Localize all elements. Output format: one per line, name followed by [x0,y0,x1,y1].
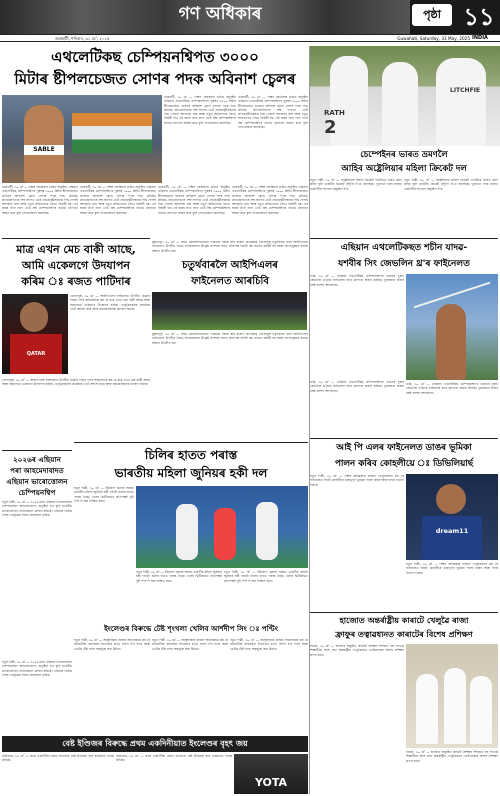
masthead-date-bar [0,34,500,42]
story11-headline-1: হাজোত অন্তৰ্ৰাষ্ট্ৰীয় কাৰাটে খেলুৱৈ ৰাজা [339,616,469,625]
story1-headline-2: মিটাৰ ষ্টীপলচেজত সোণৰ পদক অবিনাশ চ্বেলৰ [14,70,296,88]
story10-headline-2: পালন কৰিব কোহলীয়ে ঃ ডিভিলিয়াৰ্ছ [334,459,474,469]
player-3 [436,58,486,146]
story5-body-col2: নতুন দিল্লী, ৩০ মে' — ইউৰোপ ভ্ৰমণৰ সময়ত ভাৰতীয় মহিলা জুনিয়ৰ হকী দলটো চিলিৰ হাতত পৰাস্ত হৈছে। খেলৰ দ্বিতীয়াৰ্দ্ধত প্ৰতিপক্ষই দুটা গ'ল দি জয় নিশ্চিত কৰে। [136,570,222,583]
story5-body-col3: নতুন দিল্লী, ৩০ মে' — ইউৰোপ ভ্ৰমণৰ সময়ত ভাৰতীয় মহিলা জুনিয়ৰ হকী দলটো চিলিৰ হাতত পৰাস্ত হৈছে। খেলৰ দ্বিতীয়াৰ্দ্ধত প্ৰতিপক্ষই দুটা গ'ল দি জয় নিশ্চিত কৰে। [224,570,308,583]
masthead-edition: INDIA [472,35,488,41]
story1-body-col4: গুৱাহাটী, ৩০ মে' — দক্ষিণ কোৰিয়াৰ গুমিত অনুষ্ঠিত এছিয়ান এথলেটিকছ চেম্পিয়নশ্বিপৰ পুৰুষৰ ৩০০০ মিটাৰ ষ্টীপলচেজত ভাৰতৰ অবিনাশ চ্বেলে সোণৰ পদক লাভ কৰিছে। প্ৰতিযোগিতাৰ শেষ ল্যাপত তেওঁ প্ৰতিদ্বন্দ্বীসকলক পিছ পেলাই আগবাঢ়ি যায় আৰু নতুন অভিলেখৰ সৈতে বিজয়ী হয়। এই জয়ৰ লগে লগে তেওঁ বিশ্ব চেম্পিয়নশ্বিপৰ বাবেও যোগ্যতা অৰ্জন কৰে বুলি ফেডাৰেচনে জনাইছে। [80,185,156,215]
story10-headline-1: আই পি এলৰ ফাইনেলত ডাঙৰ ভূমিকা [336,443,472,453]
story1-body-col5: গুৱাহাটী, ৩০ মে' — দক্ষিণ কোৰিয়াৰ গুমিত অনুষ্ঠিত এছিয়ান এথলেটিকছ চেম্পিয়নশ্বিপৰ পুৰুষৰ ৩০০০ মিটাৰ ষ্টীপলচেজত ভাৰতৰ অবিনাশ চ্বেলে সোণৰ পদক লাভ কৰিছে। প্ৰতিযোগিতাৰ শেষ ল্যাপত তেওঁ প্ৰতিদ্বন্দ্বীসকলক পিছ পেলাই আগবাঢ়ি যায় আৰু নতুন অভিলেখৰ সৈতে বিজয়ী হয়। এই জয়ৰ লগে লগে তেওঁ বিশ্ব চেম্পিয়নশ্বিপৰ বাবেও যোগ্যতা অৰ্জন কৰে বুলি ফেডাৰেচনে জনাইছে। [158,185,230,215]
page-number: ১১ [463,3,495,31]
story2-headline-2: আমি একেলগে উদযাপন [22,259,130,272]
story3-body-2: নতুন দিল্লী, ৩০ মে' — ২০২৬ চনৰ এছিয়ান ভাৰোত্তোলন চেম্পিয়নশ্বিপ আহমেদাবাদত অনুষ্ঠিত হ'ব বুলি ভাৰতীয় ভাৰোত্তোলন ফেডাৰেচনে ঘোষণা কৰিছে। এছিয়াৰ বিভিন্ন দেশৰ খেলুৱৈয়ে ইয়াত অংশগ্ৰহণ কৰিব। [2,660,72,677]
story3-headline-3: এছিয়ান ভাৰোত্তোলন [6,477,68,486]
athlete-figure [24,105,64,183]
karate-1 [416,674,438,744]
hockey-player-3 [256,502,278,560]
story4-body-top: মুল্লানপুৰ, ৩০ মে' — প্ৰথম কোৱালিফায়াৰত পঞ্জাৱক পৰাস্ত কৰি ৰয়েল চেলেঞ্জাৰ্ছ বেংগালুৰু চতুৰ্থবাৰৰ বাবে আইপিএলৰ ফাইনেলত উপনীত হৈছে। বলাৰসকলৰ উৎকৃষ্ট প্ৰদৰ্শনৰ ফলত প্ৰতিপক্ষ দলটো কম ৰানতে আউট হয় আৰু বেংগালুৰুৱে সহজে লক্ষ্যত উপনীত হয়। [152,240,308,253]
story1-headline-1: এথলেটিকছ চেম্পিয়নশ্বিপত ৩০০০ [51,48,259,66]
rule-6 [310,612,498,613]
jersey-text-2: LITCHFIE [450,87,481,94]
story11-photo [406,644,498,748]
rule-3 [74,442,308,443]
story9-photo [406,274,498,380]
story7-body-col2: বাৰ্মিংহাম, ৩০ মে' — প্ৰথম একদিনীয়া মেচত ইংলেণ্ডে বেষ্ট ইণ্ডিজক বৃহৎ ব্যৱধানত পৰাস্ত কৰিছে। [116,754,232,763]
story2-headline-1: মাত্ৰ এখন মেচ বাকী আছে, [16,243,136,256]
story3-headline-1: ২০২৬ৰ এছিয়ান [13,455,61,464]
jersey-number: 2 [324,118,337,138]
karate-3 [470,676,492,744]
bib-text: SABLE [24,145,64,155]
story1-body-col6: গুৱাহাটী, ৩০ মে' — দক্ষিণ কোৰিয়াৰ গুমিত অনুষ্ঠিত এছিয়ান এথলেটিকছ চেম্পিয়নশ্বিপৰ পুৰুষৰ ৩০০০ মিটাৰ ষ্টীপলচেজত ভাৰতৰ অবিনাশ চ্বেলে সোণৰ পদক লাভ কৰিছে। প্ৰতিযোগিতাৰ শেষ ল্যাপত তেওঁ প্ৰতিদ্বন্দ্বীসকলক পিছ পেলাই আগবাঢ়ি যায় আৰু নতুন অভিলেখৰ সৈতে বিজয়ী হয়। এই জয়ৰ লগে লগে তেওঁ বিশ্ব চেম্পিয়নশ্বিপৰ বাবেও যোগ্যতা অৰ্জন কৰে বুলি ফেডাৰেচনে জনাইছে। [232,185,308,215]
player-head-2 [436,484,466,514]
story2-body-col1: বেংগালুৰু, ৩০ মে' — আইপিএলৰ ফাইনেলত উপনীত হোৱাৰ পিছত দলৰ অধিনায়কে কয় যে মাত্ৰ এখন মেচ বাকী আছে আৰু সকলোৱে একেলগে উদযাপন কৰিব। খেলুৱৈসকলৰ প্ৰচেষ্টাক তেওঁ প্ৰশংসা কৰে আৰু সমৰ্থকসকলক ধন্যবাদ জনায়। [70,294,150,311]
jersey-text-1: RATH [324,109,345,117]
rule-4 [310,238,498,239]
story2-photo [2,294,68,374]
story1-body-col2: গুৱাহাটী, ৩০ মে' — দক্ষিণ কোৰিয়াৰ গুমিত অনুষ্ঠিত এছিয়ান এথলেটিকছ চেম্পিয়নশ্বিপৰ পুৰুষৰ ৩০০০ মিটাৰ ষ্টীপলচেজত ভাৰতৰ অবিনাশ চ্বেলে সোণৰ পদক লাভ কৰিছে। প্ৰতিযোগিতাৰ শেষ ল্যাপত তেওঁ প্ৰতিদ্বন্দ্বীসকলক পিছ পেলাই আগবাঢ়ি যায় আৰু নতুন অভিলেখৰ সৈতে বিজয়ী হয়। এই জয়ৰ লগে লগে তেওঁ বিশ্ব চেম্পিয়নশ্বিপৰ বাবেও যোগ্যতা অৰ্জন কৰে বুলি ফেডাৰেচনে জনাইছে। [238,95,308,130]
masthead-title: গণ অধিকাৰ [178,4,262,24]
rule-1 [2,238,150,239]
story4-headline-1: চতুৰ্থবাৰলৈ আইপিএলৰ [182,260,278,271]
story2-body-col2: বেংগালুৰু, ৩০ মে' — আইপিএলৰ ফাইনেলত উপনীত হোৱাৰ পিছত দলৰ অধিনায়কে কয় যে মাত্ৰ এখন মেচ বাকী আছে আৰু সকলোৱে একেলগে উদযাপন কৰিব। খেলুৱৈসকলৰ প্ৰচেষ্টাক তেওঁ প্ৰশংসা কৰে আৰু সমৰ্থকসকলক ধন্যবাদ জনায়। [2,378,150,387]
story8-photo [310,46,500,146]
story7-body-col1: বাৰ্মিংহাম, ৩০ মে' — প্ৰথম একদিনীয়া মেচত ইংলেণ্ডে বেষ্ট ইণ্ডিজক বৃহৎ ব্যৱধানত পৰাস্ত কৰিছে। [2,754,114,763]
story5-body-col1: নতুন দিল্লী, ৩০ মে' — ইউৰোপ ভ্ৰমণৰ সময়ত ভাৰতীয় মহিলা জুনিয়ৰ হকী দলটো চিলিৰ হাতত পৰাস্ত হৈছে। খেলৰ দ্বিতীয়াৰ্দ্ধত প্ৰতিপক্ষই দুটা গ'ল দি জয় নিশ্চিত কৰে। [74,486,134,503]
karate-2 [444,668,466,744]
column-divider [309,46,310,794]
story11-body-col2: হাজো, ৩০ মে' — হাজোত অনুষ্ঠিত কাৰাটে প্ৰশিক্ষণ শিবিৰত বহু সংখ্যক শিক্ষাৰ্থীয়ে অংশ লয়। অন্তৰ্ৰাষ্ট্ৰীয় খেলুৱৈজনে তেওঁলোকক বিশেষ প্ৰশিক্ষণ প্ৰদান কৰে। [406,750,498,763]
sponsor-text: dream11 [435,527,469,535]
story10-body-col2: নতুন দিল্লী, ৩০ মে' — দক্ষিণ আফ্ৰিকাৰ প্ৰাক্তন খেলুৱৈজনে কয় যে ফাইনেলত বিৰাট কোহলীয়ে গুৰুত্বপূৰ্ণ ভূমিকা পালন কৰিব আৰু দলক খিতাপ দিয়াব। [406,562,498,575]
story3-headline-4: চেম্পিয়নশ্বিপ [18,488,56,497]
story7-photo [234,754,308,794]
story10-photo [406,474,498,560]
story5-headline-1: চিলিৰ হাতত পৰাস্ত [144,448,238,462]
story1-body-col3: গুৱাহাটী, ৩০ মে' — দক্ষিণ কোৰিয়াৰ গুমিত অনুষ্ঠিত এছিয়ান এথলেটিকছ চেম্পিয়নশ্বিপৰ পুৰুষৰ ৩০০০ মিটাৰ ষ্টীপলচেজত ভাৰতৰ অবিনাশ চ্বেলে সোণৰ পদক লাভ কৰিছে। প্ৰতিযোগিতাৰ শেষ ল্যাপত তেওঁ প্ৰতিদ্বন্দ্বীসকলক পিছ পেলাই আগবাঢ়ি যায় আৰু নতুন অভিলেখৰ সৈতে বিজয়ী হয়। এই জয়ৰ লগে লগে তেওঁ বিশ্ব চেম্পিয়নশ্বিপৰ বাবেও যোগ্যতা অৰ্জন কৰে বুলি ফেডাৰেচনে জনাইছে। [2,185,78,215]
story5-headline-2: ভাৰতীয় মহিলা জুনিয়ৰ হকী দল [114,466,268,480]
story9-headline-2: যশবীৰ সিং জেভলিন থ্ৰ'ৰ ফাইনেলত [338,259,470,269]
story10-body-col1: নতুন দিল্লী, ৩০ মে' — দক্ষিণ আফ্ৰিকাৰ প্ৰাক্তন খেলুৱৈজনে কয় যে ফাইনেলত বিৰাট কোহলীয়ে গুৰুত্বপূৰ্ণ ভূমিকা পালন কৰিব আৰু দলক খিতাপ দিয়াব। [310,474,404,487]
hockey-player-2 [214,508,236,560]
story4-photo-main [152,292,307,330]
masthead [0,0,500,42]
story11-body-col1: হাজো, ৩০ মে' — হাজোত অনুষ্ঠিত কাৰাটে প্ৰশিক্ষণ শিবিৰত বহু সংখ্যক শিক্ষাৰ্থীয়ে অংশ লয়। অন্তৰ্ৰাষ্ট্ৰীয় খেলুৱৈজনে তেওঁলোকক বিশেষ প্ৰশিক্ষণ প্ৰদান কৰে। [310,644,404,657]
story5-photo [136,486,308,568]
story8-headline-1: চেম্পেইনৰ ভাৰত ভ্ৰমণলৈ [360,150,448,160]
masthead-right-date: Guwahati, Saturday, 31 May, 2025 [397,36,470,41]
story2-headline-3: কৰিম ঃ ৰজত পাটিদাৰ [21,275,131,288]
story9-headline-1: এছিয়ান এথলেটিকছত শচীন যাদৱ- [340,243,468,253]
story7-photo-text: YOTA [254,776,288,789]
story6-headline: ইংলেণ্ডৰ বিৰুদ্ধে টেষ্ট শৃংখলা খেলিব আৰ্শদীপ সিং ঃ পণ্টিং [104,624,278,633]
story1-body-col1: গুৱাহাটী, ৩০ মে' — দক্ষিণ কোৰিয়াৰ গুমিত অনুষ্ঠিত এছিয়ান এথলেটিকছ চেম্পিয়নশ্বিপৰ পুৰুষৰ ৩০০০ মিটাৰ ষ্টীপলচেজত ভাৰতৰ অবিনাশ চ্বেলে সোণৰ পদক লাভ কৰিছে। প্ৰতিযোগিতাৰ শেষ ল্যাপত তেওঁ প্ৰতিদ্বন্দ্বীসকলক পিছ পেলাই আগবাঢ়ি যায় আৰু নতুন অভিলেখৰ সৈতে বিজয়ী হয়। এই জয়ৰ লগে লগে তেওঁ বিশ্ব চেম্পিয়নশ্বিপৰ বাবেও যোগ্যতা অৰ্জন কৰে বুলি ফেডাৰেচনে জনাইছে। [164,95,236,125]
story6-body-col3: নতুন দিল্লী, ৩০ মে' — অস্ট্ৰেলিয়াৰ প্ৰাক্তন অধিনায়কে কয় যে বাঁওহতীয়া বলাৰজন ইংলেণ্ডৰ চৰ্তত সফল হ'ব পাৰে আৰু তেওঁক টেষ্ট দলত অন্তৰ্ভুক্ত কৰা উচিত। [230,638,308,651]
masthead-left-date: গুৱাহাটী, শনিবাৰ, ৩১ মে', ২০২৫ [55,36,110,41]
story6-body-col1: নতুন দিল্লী, ৩০ মে' — অস্ট্ৰেলিয়াৰ প্ৰাক্তন অধিনায়কে কয় যে বাঁওহতীয়া বলাৰজন ইংলেণ্ডৰ চৰ্তত সফল হ'ব পাৰে আৰু তেওঁক টেষ্ট দলত অন্তৰ্ভুক্ত কৰা উচিত। [74,638,150,651]
story9-body-col2: গুমি, ৩০ মে' — এছিয়ান এথলেটিকছ চেম্পিয়নশ্বিপত ভাৰতৰ দুজন জেভলিন থ্ৰ'ৱাৰে ফাইনেলৰ বাবে যোগ্যতা অৰ্জন কৰিছে। দুয়োজনে নিজৰ শ্ৰেষ্ঠ প্ৰদৰ্শন আগবঢ়ায়। [310,380,404,393]
story9-body-col3: গুমি, ৩০ মে' — এছিয়ান এথলেটিকছ চেম্পিয়নশ্বিপত ভাৰতৰ দুজন জেভলিন থ্ৰ'ৱাৰে ফাইনেলৰ বাবে যোগ্যতা অৰ্জন কৰিছে। দুয়োজনে নিজৰ শ্ৰেষ্ঠ প্ৰদৰ্শন আগবঢ়ায়। [406,382,498,395]
player-2 [382,62,418,146]
story4-body-main: মুল্লানপুৰ, ৩০ মে' — প্ৰথম কোৱালিফায়াৰত পঞ্জাৱক পৰাস্ত কৰি ৰয়েল চেলেঞ্জাৰ্ছ বেংগালুৰু চতুৰ্থবাৰৰ বাবে আইপিএলৰ ফাইনেলত উপনীত হৈছে। বলাৰসকলৰ উৎকৃষ্ট প্ৰদৰ্শনৰ ফলত প্ৰতিপক্ষ দলটো কম ৰানতে আউট হয় আৰু বেংগালুৰুৱে সহজে লক্ষ্যত উপনীত হয়। [152,332,308,345]
jersey-2 [422,516,482,560]
hockey-player-1 [176,504,198,560]
story8-body-col2: নতুন দিল্লী, ৩০ মে' — অষ্ট্ৰেলিয়াৰ মহিলা ক্ৰিকেট দলটোৱে ভাৰত ভ্ৰমণ কৰিব বুলি ভাৰতীয় ক্ৰিকেট কণ্ট্ৰ'ল ব'ৰ্ডে জনাইছে। দুয়োখন দলৰ মাজত একদিনীয়া শৃংখলা অনুষ্ঠিত হ'ব। [404,178,498,191]
story9-body-col1: গুমি, ৩০ মে' — এছিয়ান এথলেটিকছ চেম্পিয়নশ্বিপত ভাৰতৰ দুজন জেভলিন থ্ৰ'ৱাৰে ফাইনেলৰ বাবে যোগ্যতা অৰ্জন কৰিছে। দুয়োজনে নিজৰ শ্ৰেষ্ঠ প্ৰদৰ্শন আগবঢ়ায়। [310,274,404,287]
player-head [20,302,48,332]
story7-banner [2,736,308,752]
story8-body-col1: নতুন দিল্লী, ৩০ মে' — অষ্ট্ৰেলিয়াৰ মহিলা ক্ৰিকেট দলটোৱে ভাৰত ভ্ৰমণ কৰিব বুলি ভাৰতীয় ক্ৰিকেট কণ্ট্ৰ'ল ব'ৰ্ডে জনাইছে। দুয়োখন দলৰ মাজত একদিনীয়া শৃংখলা অনুষ্ঠিত হ'ব। [310,178,402,191]
rule-2 [2,450,72,451]
story3-body: নতুন দিল্লী, ৩০ মে' — ২০২৬ চনৰ এছিয়ান ভাৰোত্তোলন চেম্পিয়নশ্বিপ আহমেদাবাদত অনুষ্ঠিত হ'ব বুলি ভাৰতীয় ভাৰোত্তোলন ফেডাৰেচনে ঘোষণা কৰিছে। এছিয়াৰ বিভিন্ন দেশৰ খেলুৱৈয়ে ইয়াত অংশগ্ৰহণ কৰিব। [2,500,72,517]
rule-5 [310,438,498,439]
story11-headline-2: ফ্ৰাফুৰ তত্বাৱধানত কাৰাটেৰ বিশেষ প্ৰশিক্ষণ [335,630,473,639]
thrower [436,304,466,380]
jersey-sponsor: QATAR [26,351,46,357]
story6-body-col2: নতুন দিল্লী, ৩০ মে' — অস্ট্ৰেলিয়াৰ প্ৰাক্তন অধিনায়কে কয় যে বাঁওহতীয়া বলাৰজন ইংলেণ্ডৰ চৰ্তত সফল হ'ব পাৰে আৰু তেওঁক টেষ্ট দলত অন্তৰ্ভুক্ত কৰা উচিত। [152,638,228,651]
story4-headline-2: ফাইনেলত আৰচিবি [191,276,269,287]
story7-headline: বেষ্ট ইণ্ডিজৰ বিৰুদ্ধে প্ৰথম একদিনীয়াত ইংলেণ্ডৰ বৃহৎ জয় [62,739,248,748]
flag-band [72,113,152,153]
story8-headline-2: আহিব অষ্ট্ৰেলিয়াৰ মহিলা ক্ৰিকেট দল [341,164,467,174]
story1-photo [2,95,162,183]
story3-headline-2: পৰা আহমেদাবাদত [10,466,64,475]
page-label: পৃষ্ঠা [412,4,452,26]
